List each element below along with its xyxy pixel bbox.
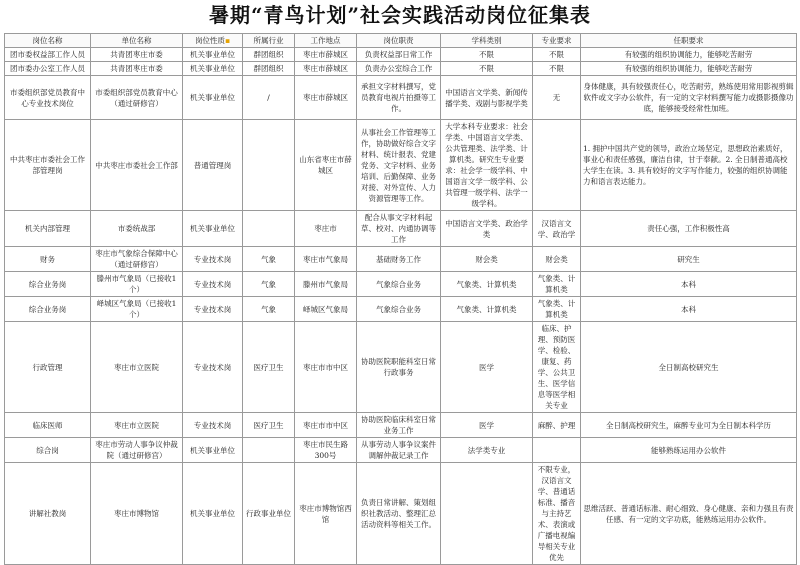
cell-req: 研究生 [581, 247, 797, 272]
cell-name: 综合岗 [5, 438, 91, 463]
cell-major: 气象类、计算机类 [533, 272, 581, 297]
cell-discipline: 气象类、计算机类 [441, 297, 533, 322]
cell-industry: 群团组织 [243, 62, 295, 76]
cell-name: 机关内部管理 [5, 211, 91, 247]
cell-duty: 协助医院临床科室日常业务工作 [357, 413, 441, 438]
marker-icon: ▪ [224, 36, 231, 45]
cell-nature: 专业技术岗 [183, 322, 243, 413]
cell-industry [243, 120, 295, 211]
cell-duty: 负责日常讲解、策划组织社教活动、整理汇总活动资料等相关工作。 [357, 463, 441, 565]
cell-duty: 气象综合业务 [357, 272, 441, 297]
cell-discipline: 不限 [441, 48, 533, 62]
cell-unit: 枣庄市劳动人事争议仲裁院（通过研修宫） [91, 438, 183, 463]
cell-place: 枣庄市 [295, 211, 357, 247]
cell-nature: 机关事业单位 [183, 76, 243, 120]
cell-industry: 气象 [243, 297, 295, 322]
table-row [5, 120, 797, 211]
cell-place: 枣庄市气象局 [295, 247, 357, 272]
cell-unit: 峄城区气象局（已接收1个） [91, 297, 183, 322]
cell-name: 财务 [5, 247, 91, 272]
cell-discipline: 中国语言文学类、新闻传播学类、戏剧与影视学类 [441, 76, 533, 120]
cell-name: 临床医师 [5, 413, 91, 438]
cell-name: 市委组织部党员教育中心专业技术岗位 [5, 76, 91, 120]
cell-req: 思维活跃、普通话标准、耐心细致、身心健康、亲和力强且有责任感、有一定的文字功底，能熟练运用办公软件。 [581, 463, 797, 565]
cell-nature: 专业技术岗 [183, 297, 243, 322]
cell-discipline: 医学 [441, 413, 533, 438]
cell-req: 本科 [581, 272, 797, 297]
header-major: 专业要求 [533, 34, 581, 48]
header-requirement: 任职要求 [581, 34, 797, 48]
cell-place: 枣庄市民生路300号 [295, 438, 357, 463]
cell-duty: 气象综合业务 [357, 297, 441, 322]
cell-discipline: 中国语言文学类、政治学类 [441, 211, 533, 247]
cell-major: 麻醉、护理 [533, 413, 581, 438]
cell-duty: 承担文字材料撰写，党员教育电视片拍摄等工作。 [357, 76, 441, 120]
table-row [5, 247, 797, 272]
header-industry: 所属行业 [243, 34, 295, 48]
cell-duty: 负责办公室综合工作 [357, 62, 441, 76]
cell-name: 团市委权益部工作人员 [5, 48, 91, 62]
cell-place: 枣庄市薛城区 [295, 48, 357, 62]
cell-industry: 行政事业单位 [243, 463, 295, 565]
header-name: 岗位名称 [5, 34, 91, 48]
cell-place: 峄城区气象局 [295, 297, 357, 322]
cell-place: 山东省枣庄市薛城区 [295, 120, 357, 211]
cell-duty: 配合从事文字材料起草、校对、内通协调等工作 [357, 211, 441, 247]
cell-unit: 共青团枣庄市委 [91, 48, 183, 62]
cell-nature: 普通管理岗 [183, 120, 243, 211]
cell-industry [243, 438, 295, 463]
cell-major: 无 [533, 76, 581, 120]
cell-discipline: 医学 [441, 322, 533, 413]
cell-unit: 枣庄市立医院 [91, 322, 183, 413]
cell-place: 枣庄市市中区 [295, 322, 357, 413]
cell-nature: 专业技术岗 [183, 272, 243, 297]
cell-discipline [441, 463, 533, 565]
cell-industry: 医疗卫生 [243, 322, 295, 413]
cell-req: 责任心强，工作积极性高 [581, 211, 797, 247]
cell-unit: 市委组织部党员教育中心（通过研修宫） [91, 76, 183, 120]
cell-major: 不限 [533, 48, 581, 62]
cell-req: 身体健康，具有较强责任心，吃苦耐劳，熟练使用常用影视剪辑软件或文字办公软件，有一定的文字材料撰写能力或摄影摄像功底，能够接受经常性加班。 [581, 76, 797, 120]
cell-major: 财会类 [533, 247, 581, 272]
cell-unit: 枣庄市博物馆 [91, 463, 183, 565]
cell-discipline: 大学本科专业要求：社会学类、中国语言文学类、公共管理类、法学类、计算机类。研究生专业要求：社会学一级学科、中国语言文学一级学科、公共管理一级学科、法学一级学科。 [441, 120, 533, 211]
header-duty: 岗位职责 [357, 34, 441, 48]
cell-nature: 机关事业单位 [183, 211, 243, 247]
cell-unit: 枣庄市气象综合保障中心（通过研修宫） [91, 247, 183, 272]
cell-discipline: 气象类、计算机类 [441, 272, 533, 297]
cell-industry: 气象 [243, 272, 295, 297]
cell-unit: 市委统战部 [91, 211, 183, 247]
cell-place: 枣庄市薛城区 [295, 76, 357, 120]
cell-name: 综合业务岗 [5, 297, 91, 322]
cell-duty: 从事劳动人事争议案件调解仲裁记录工作 [357, 438, 441, 463]
cell-place: 枣庄市市中区 [295, 413, 357, 438]
cell-req: 本科 [581, 297, 797, 322]
cell-industry [243, 211, 295, 247]
page-title: 暑期“青鸟计划”社会实践活动岗位征集表 [208, 3, 591, 27]
cell-major: 不限 [533, 62, 581, 76]
cell-major: 不限专业，汉语言文学、普通话标准、播音与主持艺术、表演或广播电视编导相关专业优先 [533, 463, 581, 565]
header-unit: 单位名称 [91, 34, 183, 48]
header-nature: 岗位性质▪ [183, 34, 243, 48]
cell-req: 全日制高校研究生 [581, 322, 797, 413]
cell-unit: 共青团枣庄市委 [91, 62, 183, 76]
table-row [5, 62, 797, 76]
cell-nature: 专业技术岗 [183, 413, 243, 438]
cell-unit: 中共枣庄市委社会工作部 [91, 120, 183, 211]
table-row [5, 463, 797, 565]
cell-duty: 协助医院职能科室日常行政事务 [357, 322, 441, 413]
cell-req: 全日制高校研究生，麻醉专业可为全日制本科学历 [581, 413, 797, 438]
cell-major: 临床、护理、预防医学、检验、康复、药学、公共卫生、医学信息等医学相关专业 [533, 322, 581, 413]
header-place: 工作地点 [295, 34, 357, 48]
cell-place: 枣庄市薛城区 [295, 62, 357, 76]
cell-major: 气象类、计算机类 [533, 297, 581, 322]
position-table [4, 33, 797, 565]
table-header-row [5, 34, 797, 48]
table-row [5, 413, 797, 438]
cell-discipline: 财会类 [441, 247, 533, 272]
cell-unit: 枣庄市立医院 [91, 413, 183, 438]
cell-nature: 机关事业单位 [183, 463, 243, 565]
cell-name: 团市委办公室工作人员 [5, 62, 91, 76]
cell-discipline: 法学类专业 [441, 438, 533, 463]
cell-industry: 气象 [243, 247, 295, 272]
cell-req: 1. 拥护中国共产党的领导，政治立场坚定，思想政治素质好，事业心和责任感强，廉洁自律，甘于奉献。2. 全日制普通高校大学生在读。3. 具有较好的文字写作能力，较强的组织协调能力和语言表达能力。 [581, 120, 797, 211]
cell-nature: 机关事业单位 [183, 438, 243, 463]
cell-nature: 机关事业单位 [183, 48, 243, 62]
cell-name: 讲解社教岗 [5, 463, 91, 565]
cell-duty: 负责权益部日常工作 [357, 48, 441, 62]
cell-major: 汉语言文学、政治学 [533, 211, 581, 247]
cell-unit: 滕州市气象局（已接收1个） [91, 272, 183, 297]
cell-industry: 群团组织 [243, 48, 295, 62]
table-row [5, 211, 797, 247]
table-row [5, 322, 797, 413]
cell-industry: 医疗卫生 [243, 413, 295, 438]
table-row [5, 48, 797, 62]
table-row [5, 272, 797, 297]
cell-nature: 专业技术岗 [183, 247, 243, 272]
header-discipline: 学科类别 [441, 34, 533, 48]
cell-duty: 从事社会工作管理等工作，协助做好综合文字材料、统计报表、党建党务、文字材料、业务培训、后勤保障、业务对接、对外宣传、人力资源管理等工作。 [357, 120, 441, 211]
cell-industry: / [243, 76, 295, 120]
cell-req: 有较强的组织协调能力，能够吃苦耐劳 [581, 62, 797, 76]
cell-nature: 机关事业单位 [183, 62, 243, 76]
cell-discipline: 不限 [441, 62, 533, 76]
cell-duty: 基础财务工作 [357, 247, 441, 272]
cell-major [533, 120, 581, 211]
cell-name: 行政管理 [5, 322, 91, 413]
cell-place: 滕州市气象局 [295, 272, 357, 297]
table-row [5, 438, 797, 463]
table-row [5, 76, 797, 120]
cell-name: 综合业务岗 [5, 272, 91, 297]
cell-req: 能够熟练运用办公软件 [581, 438, 797, 463]
cell-major [533, 438, 581, 463]
cell-place: 枣庄市博物馆西馆 [295, 463, 357, 565]
cell-req: 有较强的组织协调能力，能够吃苦耐劳 [581, 48, 797, 62]
cell-name: 中共枣庄市委社会工作部管理岗 [5, 120, 91, 211]
table-row [5, 297, 797, 322]
